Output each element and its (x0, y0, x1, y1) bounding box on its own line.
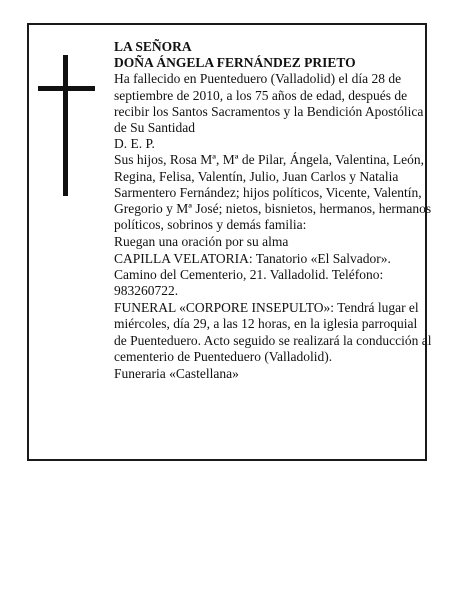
title-line-1: LA SEÑORA (114, 39, 192, 54)
dep-line: D. E. P. (114, 136, 155, 152)
title-line-2: DOÑA ÁNGELA FERNÁNDEZ PRIETO (114, 55, 356, 71)
family-list: Sus hijos, Rosa Mª, Mª de Pilar, Ángela, Valentina, León, Regina, Felisa, Valentín, Julio, Juan Carlos y Natalia Sarmentero Fernández; hijos políticos, Vicente, Valentín, Gregorio y Mª José; nietos, bisnietos, hermanos, hermanos políticos, sobrinos y demás familia: (114, 152, 432, 233)
prayer-line: Ruegan una oración por su alma (114, 234, 289, 250)
funeral-info: FUNERAL «CORPORE INSEPULTO»: Tendrá lugar el miércoles, día 29, a las 12 horas, en la iglesia parroquial de Puenteduero. Acto seguido se realizará la conducción al cementerio de Puenteduero (Valladolid). (114, 300, 432, 364)
funeral-home: Funeraria «Castellana» (114, 366, 239, 382)
chapel-info: CAPILLA VELATORIA: Tanatorio «El Salvador». Camino del Cementerio, 21. Valladolid. Teléfono: 983260722. (114, 250, 391, 299)
death-statement: Ha fallecido en Puenteduero (Valladolid) el día 28 de septiembre de 2010, a los 75 años de edad, después de recibir los Santos Sacramentos y la Bendición Apostólica de Su Santidad (114, 71, 424, 136)
cross-icon-vertical-bar (63, 55, 68, 196)
obituary-text (114, 39, 432, 382)
cross-icon-horizontal-bar (38, 86, 95, 91)
